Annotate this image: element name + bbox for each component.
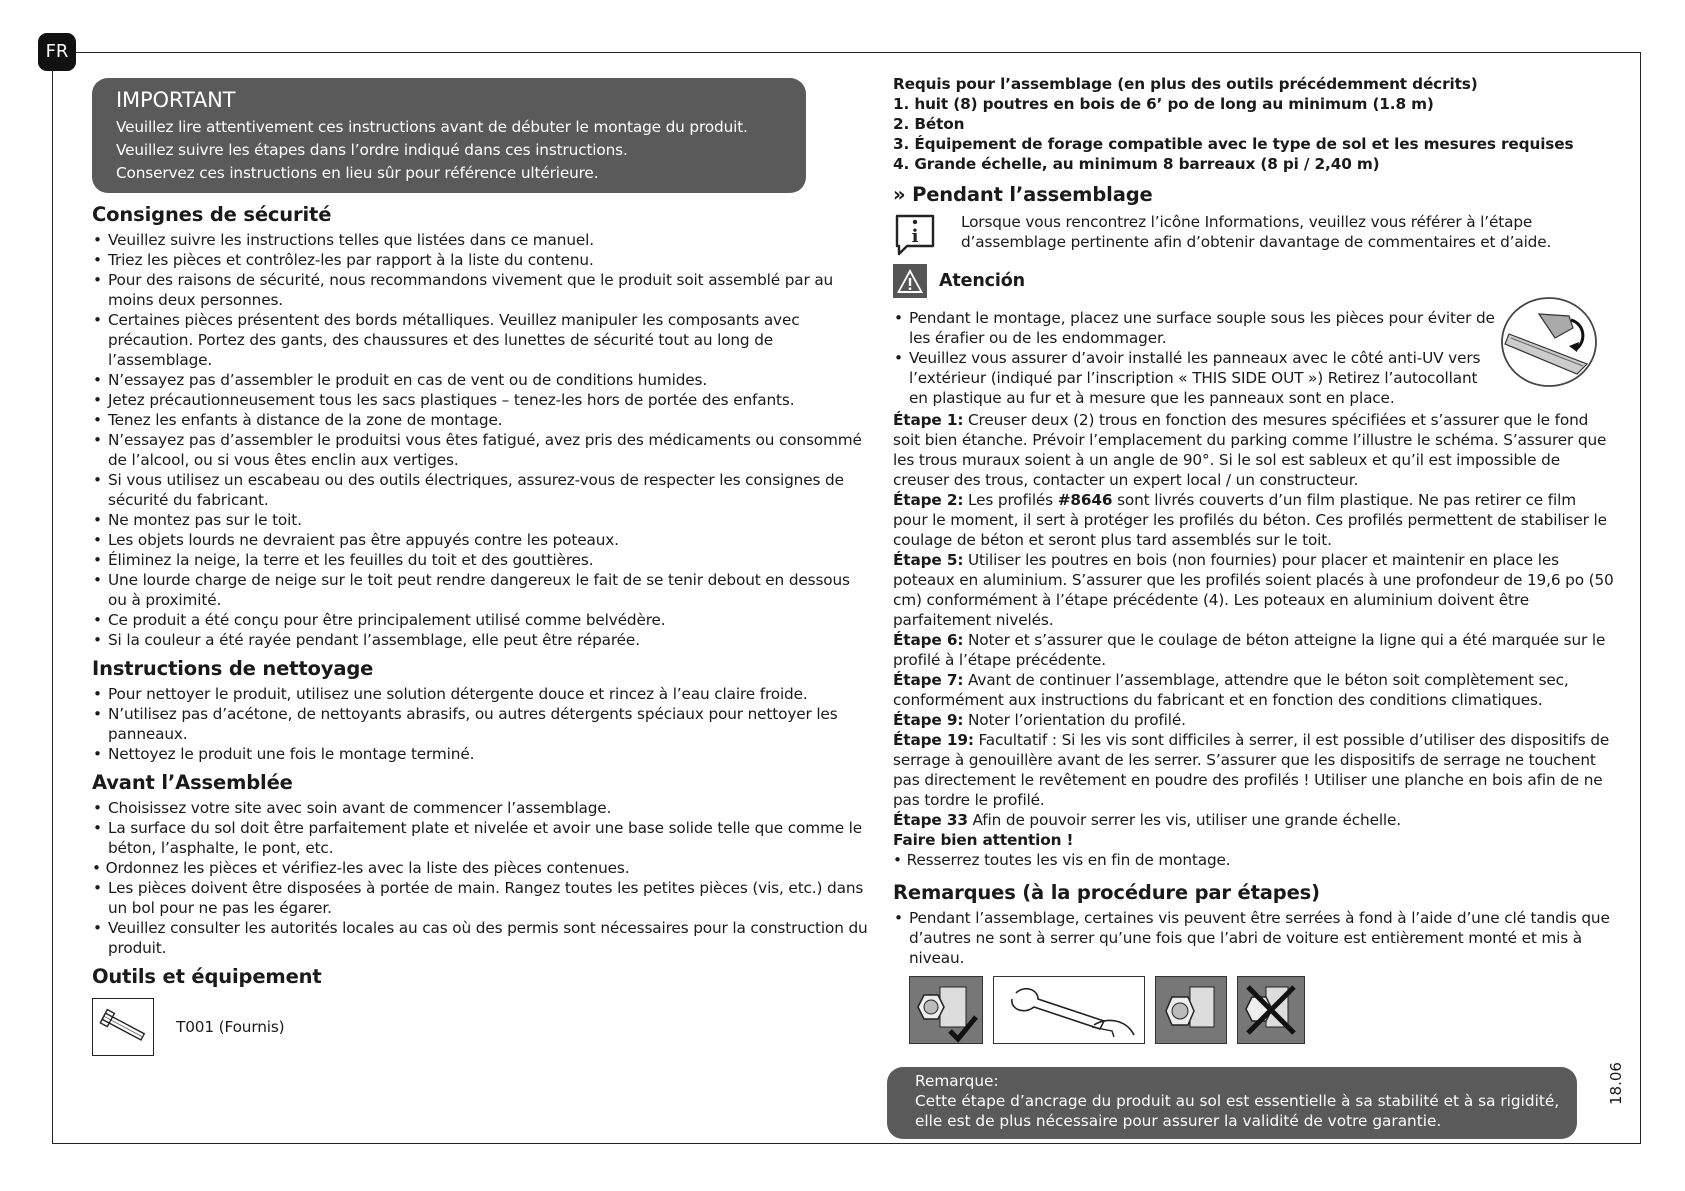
list-item: • Si vous utilisez un escabeau ou des outils électriques, assurez-vous de respecter les consignes de sécurité du fabricant. (92, 470, 872, 510)
important-box (92, 78, 806, 193)
warning-title: Atención (939, 271, 1025, 291)
required-line: Requis pour l’assemblage (en plus des outils précédemment décrits) (893, 75, 1478, 93)
step-text: Facultatif : Si les vis sont difficiles à serrer, il est possible d’utiliser des dispositifs de serrage à genouillère avant de les serrer. S’assurer que les dispositifs de serrage ne touchent pas directement le revêtement en poudre des profilés ! Utiliser une planche en bois afin de ne pas tordre le profilé. (893, 731, 1610, 809)
step-item (893, 730, 1615, 810)
part-number: #8646 (1057, 491, 1113, 509)
before-assembly-list-2 (92, 878, 872, 958)
list-item: • Veuillez consulter les autorités locales au cas où des permis sont nécessaires pour la construction du produit. (92, 918, 872, 958)
bolt-nut-icon (1155, 976, 1227, 1044)
tool-row (92, 998, 872, 1056)
list-item: • Choisissez votre site avec soin avant de commencer l’assemblage. (92, 798, 872, 818)
right-column (893, 74, 1615, 1046)
list-item: • Ce produit a été conçu pour être principalement utilisé comme belvédère. (92, 610, 872, 630)
step-item (893, 810, 1615, 830)
list-item: • Triez les pièces et contrôlez-les par rapport à la liste du contenu. (92, 250, 872, 270)
step-item (893, 490, 1615, 550)
remark-text: Cette étape d’ancrage du produit au sol est essentielle à sa stabilité et à sa rigidité, elle est de plus nécessaire pour assurer la validité de votre garantie. (915, 1092, 1560, 1130)
step-label: Étape 9: (893, 711, 964, 729)
step-text: Afin de pouvoir serrer les vis, utiliser une grande échelle. (967, 811, 1402, 829)
remark-title: Remarque: (915, 1072, 999, 1090)
tool-label: T001 (Fournis) (176, 1018, 285, 1036)
during-assembly-heading: » Pendant l’assemblage (893, 183, 1153, 206)
required-line: 4. Grande échelle, au minimum 8 barreaux (8 pi / 2,40 m) (893, 155, 1380, 173)
step-item (893, 710, 1615, 730)
step-label: Étape 5: (893, 551, 964, 569)
tools-heading: Outils et équipement (92, 965, 322, 988)
attention-text: • Resserrez toutes les vis en fin de montage. (893, 851, 1231, 869)
list-item: • N’essayez pas d’assembler le produitsi vous êtes fatigué, avez pris des médicaments ou consommé de l’alcool, ou si vous êtes enclin aux vertiges. (92, 430, 872, 470)
list-item: • Une lourde charge de neige sur le toit peut rendre dangereux le fait de se tenir debout en dessous ou à proximité. (92, 570, 872, 610)
remarks-heading: Remarques (à la procédure par étapes) (893, 881, 1320, 904)
list-item: • Certaines pièces présentent des bords métalliques. Veuillez manipuler les composants avec précaution. Portez des gants, des chaussures et des lunettes de sécurité tout au long de l’assemblage. (92, 310, 872, 370)
tightening-figures (909, 976, 1615, 1046)
step-item (893, 410, 1615, 490)
bolt-crossed-icon (1237, 976, 1305, 1044)
list-item: • Les pièces doivent être disposées à portée de main. Rangez toutes les petites pièces (vis, etc.) dans un bol pour ne pas les égarer. (92, 878, 872, 918)
attention-title: Faire bien attention ! (893, 831, 1074, 849)
step-item (893, 630, 1615, 670)
allen-key-icon (92, 998, 154, 1056)
step-label: Étape 19: (893, 731, 974, 749)
step-text: Utiliser les poutres en bois (non fournies) pour placer et maintenir en place les poteaux en aluminium. S’assurer que les profilés soient placés à une profondeur de 19,6 po (50 cm) conformément à l’étape précédente (4). Les poteaux en aluminium doivent être parfaitement nivelés. (893, 551, 1614, 629)
language-badge: FR (38, 33, 76, 71)
step-label: Étape 7: (893, 671, 964, 689)
step-item (893, 550, 1615, 630)
list-item: • Nettoyez le produit une fois le montage terminé. (92, 744, 872, 764)
steps-list (893, 410, 1615, 870)
step-text: sont livrés couverts d’un film plastique. Ne pas retirer ce film pour le moment, il sert à protéger les profilés du béton. Ces profilés permettent de stabiliser le coulage de béton et seront plus tard assemblés sur le toit. (893, 491, 1607, 549)
list-item: • N’utilisez pas d’acétone, de nettoyants abrasifs, ou autres détergents spéciaux pour nettoyer les panneaux. (92, 704, 872, 744)
bolt-tightened-check-icon (909, 976, 983, 1044)
warning-header (893, 264, 1615, 298)
info-text: Lorsque vous rencontrez l’icône Informations, veuillez vous référer à l’étape d’assemblage pertinente afin d’obtenir davantage de commentaires et d’aide. (961, 213, 1552, 251)
list-item: • La surface du sol doit être parfaitement plate et nivelée et avoir une base solide telle que comme le béton, l’asphalte, le pont, etc. (92, 818, 872, 858)
info-row (893, 212, 1615, 258)
required-list (893, 74, 1615, 174)
step-label: Étape 2: (893, 491, 964, 509)
step-text: Avant de continuer l’assemblage, attendre que le béton soit complètement sec, conformément aux instructions du fabricant et en fonction des conditions climatiques. (893, 671, 1569, 709)
before-assembly-list (92, 798, 872, 858)
info-icon (893, 212, 937, 258)
list-item: • Pendant l’assemblage, certaines vis peuvent être serrées à fond à l’aide d’une clé tandis que d’autres ne sont à serrer qu’une fois que l’abri de voiture est entièrement monté et mis à niveau. (893, 908, 1615, 968)
list-item: • Éliminez la neige, la terre et les feuilles du toit et des gouttières. (92, 550, 872, 570)
list-item: • Ne montez pas sur le toit. (92, 510, 872, 530)
important-line: Veuillez lire attentivement ces instructions avant de débuter le montage du produit. (116, 118, 748, 136)
required-line: 3. Équipement de forage compatible avec le type de sol et les mesures requises (893, 135, 1574, 153)
remarks-list (893, 908, 1615, 968)
safety-heading: Consignes de sécurité (92, 203, 332, 226)
cleaning-heading: Instructions de nettoyage (92, 657, 374, 680)
warning-icon (893, 264, 927, 298)
list-item: • Tenez les enfants à distance de la zone de montage. (92, 410, 872, 430)
step-item (893, 670, 1615, 710)
important-line: Veuillez suivre les étapes dans l’ordre indiqué dans ces instructions. (116, 141, 628, 159)
list-item: • Pour des raisons de sécurité, nous recommandons vivement que le produit soit assemblé par au moins deux personnes. (92, 270, 872, 310)
required-line: 2. Béton (893, 115, 965, 133)
list-item: • N’essayez pas d’assembler le produit en cas de vent ou de conditions humides. (92, 370, 872, 390)
required-line: 1. huit (8) poutres en bois de 6’ po de long au minimum (1.8 m) (893, 95, 1434, 113)
cleaning-list (92, 684, 872, 764)
important-line: Conservez ces instructions en lieu sûr pour référence ultérieure. (116, 164, 599, 182)
safety-list (92, 230, 872, 650)
list-item: • Jetez précautionneusement tous les sacs plastiques – tenez-les hors de portée des enfants. (92, 390, 872, 410)
list-item: • Pour nettoyer le produit, utilisez une solution détergente douce et rincez à l’eau claire froide. (92, 684, 872, 704)
svg-text:i: i (911, 226, 919, 247)
list-item: • Veuillez vous assurer d’avoir installé les panneaux avec le côté anti-UV vers l’extérieur (indiqué par l’inscription « THIS SIDE OUT ») Retirez l’autocollant en plastique au fur et à mesure que les panneaux sont en place. (893, 348, 1495, 408)
important-title: IMPORTANT (116, 88, 236, 112)
warning-list (893, 308, 1495, 408)
list-item: • Pendant le montage, placez une surface souple sous les pièces pour éviter de les érafier ou de les endommager. (893, 308, 1495, 348)
list-item: • Veuillez suivre les instructions telles que listées dans ce manuel. (92, 230, 872, 250)
step-label: Étape 6: (893, 631, 964, 649)
step-label: Étape 33 (893, 811, 968, 829)
remark-box (887, 1067, 1577, 1139)
step-label: Étape 1: (893, 411, 964, 429)
step-text: Noter et s’assurer que le coulage de béton atteigne la ligne qui a été marquée sur le profilé à l’étape précédente. (893, 631, 1606, 669)
panel-peel-illustration (1499, 294, 1599, 390)
list-item: • Si la couleur a été rayée pendant l’assemblage, elle peut être réparée. (92, 630, 872, 650)
version-number: 18.06 (1607, 1062, 1625, 1105)
step-text: Noter l’orientation du profilé. (963, 711, 1186, 729)
before-assembly-heading: Avant l’Assemblée (92, 771, 293, 794)
list-item: • Les objets lourds ne devraient pas être appuyés contre les poteaux. (92, 530, 872, 550)
list-item: • Ordonnez les pièces et vérifiez-les avec la liste des pièces contenues. (92, 859, 630, 877)
warning-notes (893, 308, 1615, 408)
step-text: Les profilés (963, 491, 1058, 509)
step-text: Creuser deux (2) trous en fonction des mesures spécifiées et s’assurer que le fond soit bien étanche. Prévoir l’emplacement du parking comme l’illustre le schéma. S’assurer que les trous muraux soient à un angle de 90°. Si le sol est sableux et qu’il est impossible de creuser des trous, contacter un expert local / un constructeur. (893, 411, 1607, 489)
left-column (92, 78, 872, 1056)
wrench-icon (993, 976, 1145, 1044)
